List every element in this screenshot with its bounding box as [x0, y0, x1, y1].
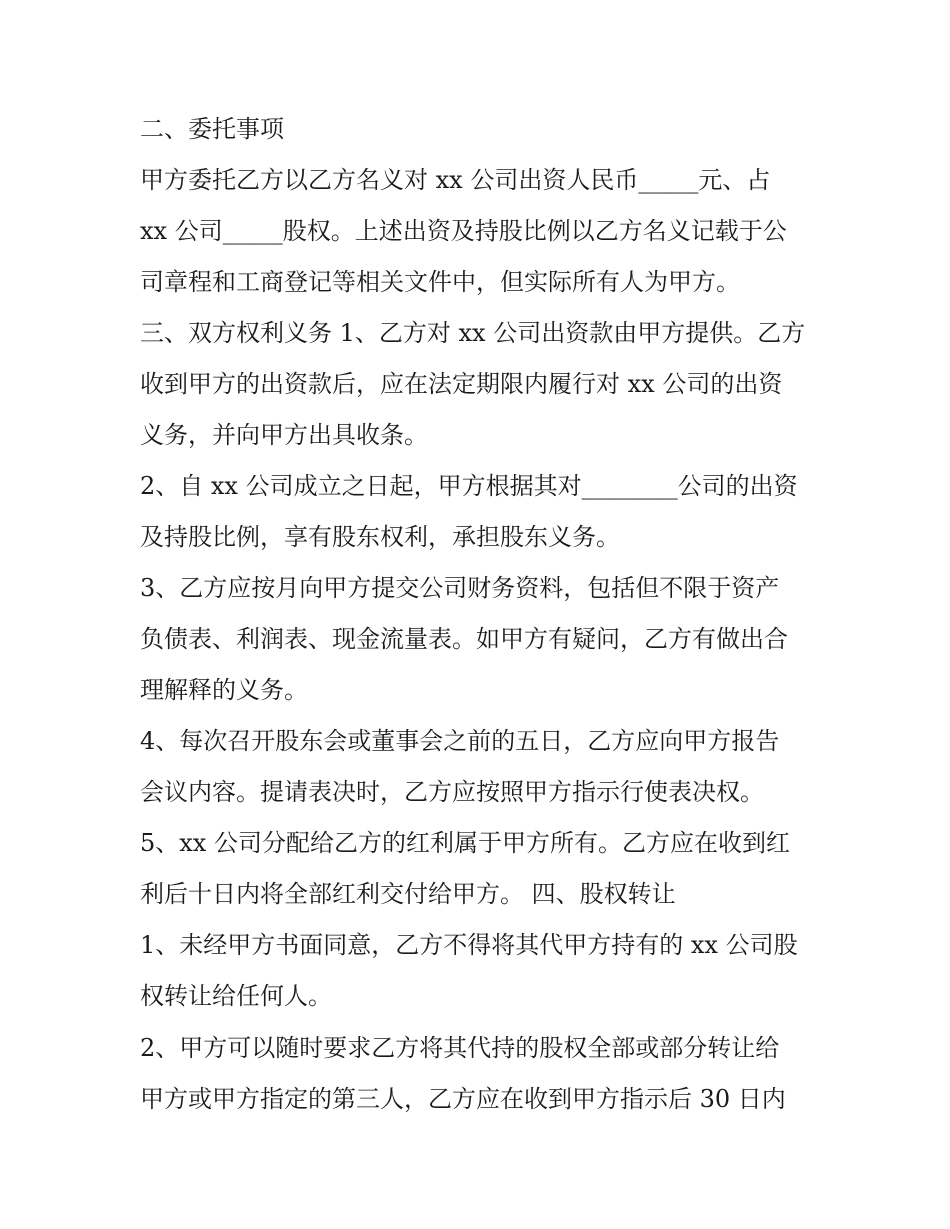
transfer-clause-1-line: 1、未经甲方书面同意，乙方不得将其代甲方持有的 xx 公司股: [140, 931, 798, 959]
paragraph-line: 收到甲方的出资款后，应在法定期限内履行对 xx 公司的出资: [140, 370, 783, 398]
transfer-clause-2-line: 2、甲方可以随时要求乙方将其代持的股权全部或部分转让给: [140, 1034, 780, 1062]
section-heading-rights-obligations: 三、双方权利义务 1、乙方对 xx 公司出资款由甲方提供。乙方: [140, 319, 806, 347]
section-heading-entrustment: 二、委托事项: [140, 115, 284, 143]
document-body: [140, 104, 820, 1125]
paragraph-line: 利后十日内将全部红利交付给甲方。 四、股权转让: [140, 880, 676, 908]
paragraph-line: 司章程和工商登记等相关文件中，但实际所有人为甲方。: [140, 268, 740, 296]
paragraph-line: 义务，并向甲方出具收条。: [140, 421, 428, 449]
paragraph-line: 负债表、利润表、现金流量表。如甲方有疑问，乙方有做出合: [140, 625, 788, 653]
clause-5-line: 5、xx 公司分配给乙方的红利属于甲方所有。乙方应在收到红: [140, 829, 790, 857]
paragraph-line: 理解释的义务。: [140, 676, 308, 704]
paragraph-line: xx 公司_____股权。上述出资及持股比例以乙方名义记载于公: [140, 217, 787, 245]
clause-2-line: 2、自 xx 公司成立之日起，甲方根据其对________公司的出资: [140, 472, 798, 500]
clause-3-line: 3、乙方应按月向甲方提交公司财务资料，包括但不限于资产: [140, 574, 780, 602]
paragraph-line: 甲方或甲方指定的第三人，乙方应在收到甲方指示后 30 日内: [140, 1085, 786, 1113]
clause-4-line: 4、每次召开股东会或董事会之前的五日，乙方应向甲方报告: [140, 727, 780, 755]
paragraph-line: 甲方委托乙方以乙方名义对 xx 公司出资人民币_____元、占: [140, 166, 771, 194]
paragraph-line: 权转让给任何人。: [140, 982, 332, 1010]
paragraph-line: 会议内容。提请表决时，乙方应按照甲方指示行使表决权。: [140, 778, 764, 806]
paragraph-line: 及持股比例，享有股东权利，承担股东义务。: [140, 523, 620, 551]
